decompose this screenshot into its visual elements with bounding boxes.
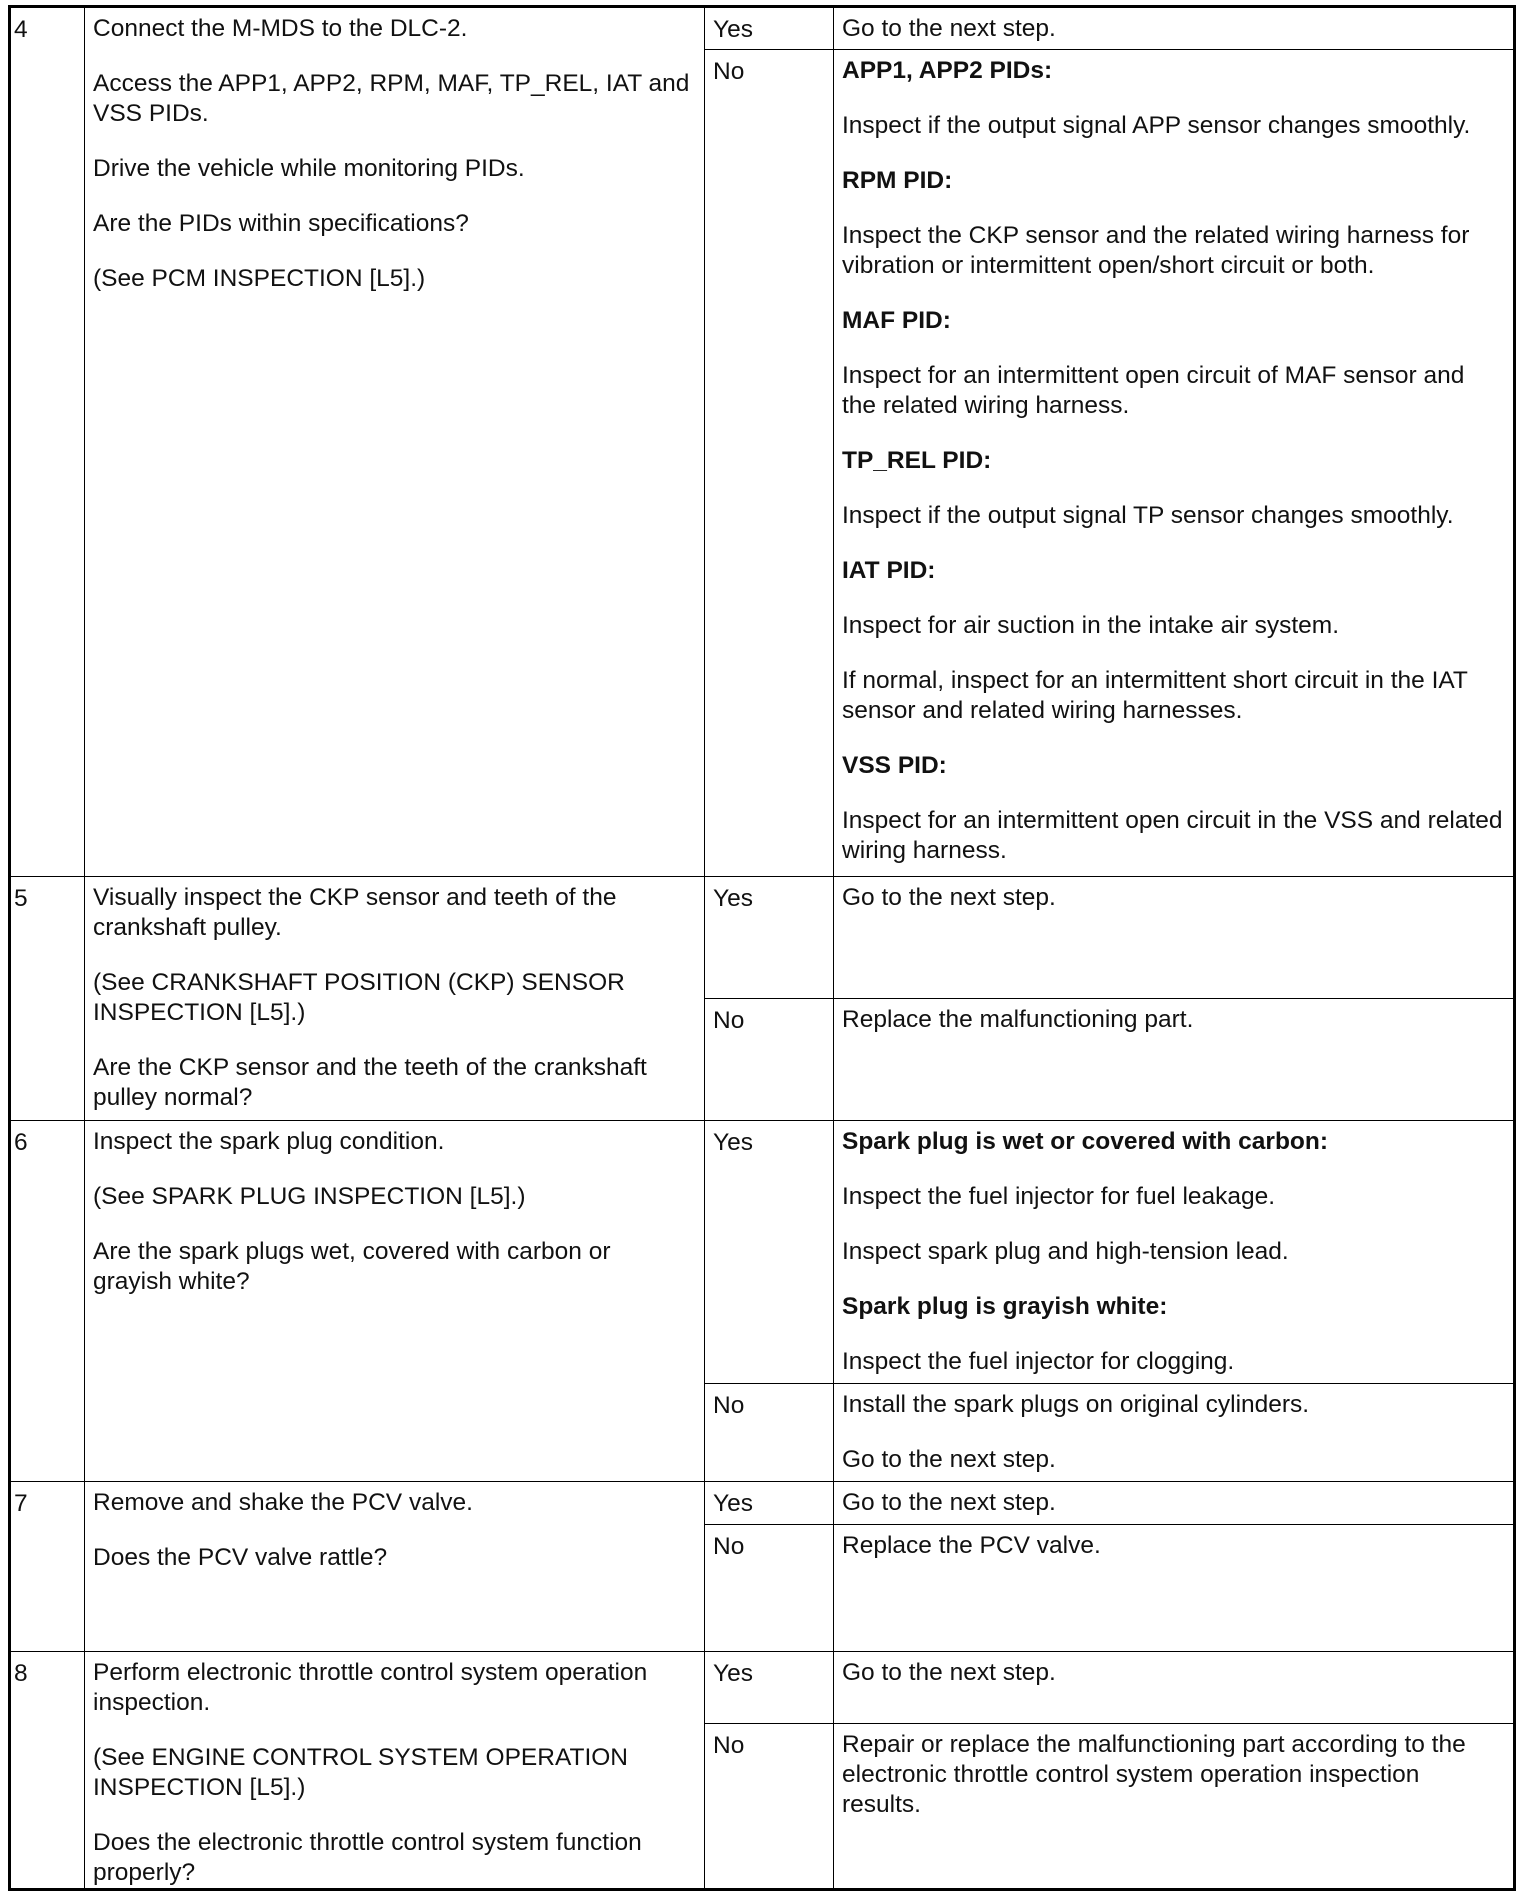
result-yes-label: Yes bbox=[705, 1652, 834, 1724]
step-number: 8 bbox=[10, 1652, 85, 1890]
no-action-cell bbox=[834, 1525, 1515, 1652]
step-row bbox=[10, 1652, 1515, 1724]
result-yes-label: Yes bbox=[705, 1482, 834, 1525]
step-row bbox=[10, 1482, 1515, 1525]
procedure-text: Does the electronic throttle control system function properly? bbox=[93, 1829, 642, 1886]
action-text: Inspect spark plug and high-tension lead. bbox=[842, 1238, 1289, 1265]
step-row bbox=[10, 1121, 1515, 1384]
action-text: Inspect the fuel injector for clogging. bbox=[842, 1348, 1235, 1375]
procedure-text: Perform electronic throttle control system operation inspection. bbox=[93, 1659, 648, 1716]
procedure-cell bbox=[85, 1121, 705, 1482]
action-text: Replace the malfunctioning part. bbox=[842, 1006, 1194, 1033]
pid-heading: RPM PID: bbox=[842, 167, 953, 194]
action-text: If normal, inspect for an intermittent short circuit in the IAT sensor and related wiring harnesses. bbox=[842, 667, 1468, 724]
action-text: Inspect if the output signal APP sensor changes smoothly. bbox=[842, 112, 1471, 139]
procedure-text: Does the PCV valve rattle? bbox=[93, 1544, 388, 1571]
action-text: Inspect if the output signal TP sensor changes smoothly. bbox=[842, 502, 1454, 529]
procedure-cell bbox=[85, 877, 705, 1121]
result-no-label: No bbox=[705, 1384, 834, 1482]
diagnostic-procedure-table bbox=[8, 5, 1516, 1891]
action-text: Go to the next step. bbox=[842, 884, 1056, 911]
procedure-text: (See PCM INSPECTION [L5].) bbox=[93, 265, 426, 292]
no-action-cell bbox=[834, 999, 1515, 1121]
pid-heading: TP_REL PID: bbox=[842, 447, 992, 474]
action-text: Inspect the fuel injector for fuel leakage. bbox=[842, 1183, 1276, 1210]
action-text: Go to the next step. bbox=[842, 1489, 1056, 1516]
result-no-label: No bbox=[705, 1723, 834, 1889]
procedure-text: Are the PIDs within specifications? bbox=[93, 210, 469, 237]
yes-action-cell bbox=[834, 1652, 1515, 1724]
result-no-label: No bbox=[705, 50, 834, 877]
action-text: Inspect for an intermittent open circuit of MAF sensor and the related wiring harness. bbox=[842, 362, 1465, 419]
result-no-label: No bbox=[705, 1525, 834, 1652]
procedure-text: Connect the M-MDS to the DLC-2. bbox=[93, 15, 468, 42]
yes-action-cell bbox=[834, 877, 1515, 999]
yes-action-cell bbox=[834, 1121, 1515, 1384]
procedure-text: (See ENGINE CONTROL SYSTEM OPERATION INSPECTION [L5].) bbox=[93, 1744, 629, 1801]
condition-heading: Spark plug is wet or covered with carbon: bbox=[842, 1128, 1329, 1155]
step-row bbox=[10, 7, 1515, 50]
no-action-cell bbox=[834, 50, 1515, 877]
procedure-text: Inspect the spark plug condition. bbox=[93, 1128, 445, 1155]
step-row bbox=[10, 877, 1515, 999]
action-text: Install the spark plugs on original cylinders. bbox=[842, 1391, 1310, 1418]
procedure-text: (See CRANKSHAFT POSITION (CKP) SENSOR INSPECTION [L5].) bbox=[93, 969, 625, 1026]
result-yes-label: Yes bbox=[705, 877, 834, 999]
no-action-cell bbox=[834, 1384, 1515, 1482]
procedure-text: Access the APP1, APP2, RPM, MAF, TP_REL, IAT and VSS PIDs. bbox=[93, 70, 690, 127]
yes-action-cell bbox=[834, 7, 1515, 50]
procedure-cell bbox=[85, 7, 705, 877]
action-text: Go to the next step. bbox=[842, 15, 1056, 42]
procedure-text: Are the CKP sensor and the teeth of the crankshaft pulley normal? bbox=[93, 1054, 647, 1111]
action-text: Go to the next step. bbox=[842, 1446, 1056, 1473]
condition-heading: Spark plug is grayish white: bbox=[842, 1293, 1168, 1320]
step-number: 7 bbox=[10, 1482, 85, 1652]
action-text: Inspect for an intermittent open circuit in the VSS and related wiring harness. bbox=[842, 807, 1503, 864]
yes-action-cell bbox=[834, 1482, 1515, 1525]
result-no-label: No bbox=[705, 999, 834, 1121]
procedure-text: Drive the vehicle while monitoring PIDs. bbox=[93, 155, 525, 182]
result-yes-label: Yes bbox=[705, 1121, 834, 1384]
action-text: Inspect for air suction in the intake air system. bbox=[842, 612, 1340, 639]
pid-heading: APP1, APP2 PIDs: bbox=[842, 57, 1053, 84]
procedure-text: Remove and shake the PCV valve. bbox=[93, 1489, 473, 1516]
step-number: 5 bbox=[10, 877, 85, 1121]
pid-heading: IAT PID: bbox=[842, 557, 936, 584]
procedure-text: Are the spark plugs wet, covered with carbon or grayish white? bbox=[93, 1238, 611, 1295]
action-text: Replace the PCV valve. bbox=[842, 1532, 1101, 1559]
procedure-text: Visually inspect the CKP sensor and teeth of the crankshaft pulley. bbox=[93, 884, 617, 941]
action-text: Repair or replace the malfunctioning part according to the electronic throttle control system operation inspection results. bbox=[842, 1730, 1466, 1818]
pid-heading: MAF PID: bbox=[842, 307, 951, 334]
action-text: Go to the next step. bbox=[842, 1659, 1056, 1686]
result-yes-label: Yes bbox=[705, 7, 834, 50]
no-action-cell bbox=[834, 1723, 1515, 1889]
procedure-cell bbox=[85, 1652, 705, 1890]
step-number: 6 bbox=[10, 1121, 85, 1482]
procedure-cell bbox=[85, 1482, 705, 1652]
action-text: Inspect the CKP sensor and the related wiring harness for vibration or intermittent open/short circuit or both. bbox=[842, 222, 1470, 279]
procedure-text: (See SPARK PLUG INSPECTION [L5].) bbox=[93, 1183, 526, 1210]
pid-heading: VSS PID: bbox=[842, 752, 947, 779]
step-number: 4 bbox=[10, 7, 85, 877]
